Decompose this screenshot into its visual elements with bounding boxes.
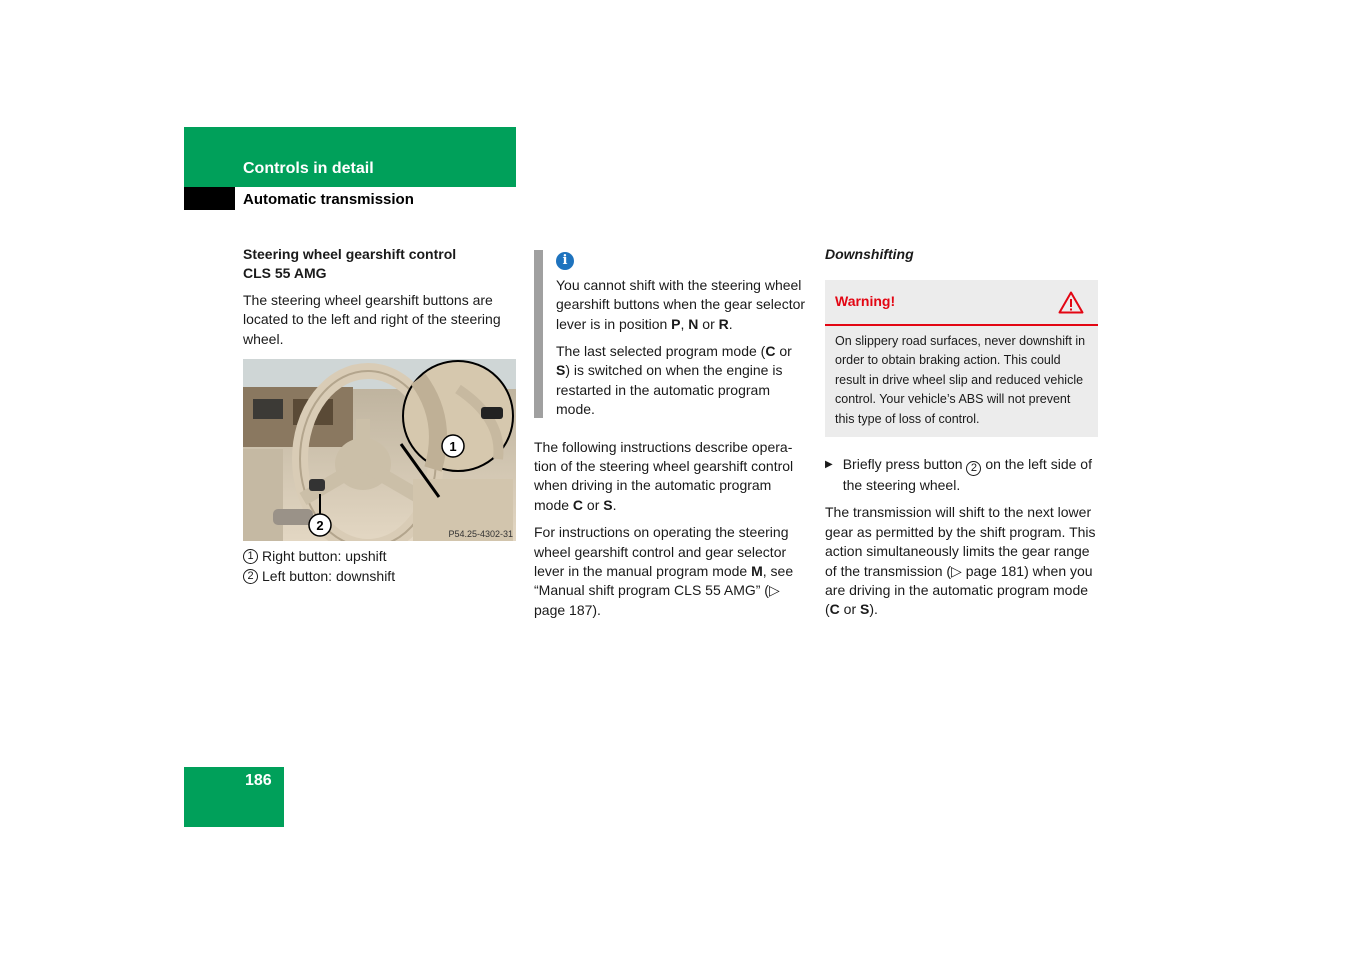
middle-column [534, 250, 806, 628]
info-icon: i [556, 252, 574, 270]
left-column [243, 245, 518, 586]
info-note [534, 250, 806, 420]
instruction-step [825, 455, 1098, 495]
callout-2: 2 [316, 518, 324, 534]
info-bar [534, 250, 543, 418]
intro-text: The steering wheel gearshift buttons are located to the left and right of the steering wheel. [243, 292, 501, 347]
body-paragraph-2: For instructions on operating the steering wheel gearshift control and gear selector lever in the manual program mode M, see “Manual shift program CLS 55 AMG” (▷ page 187). [534, 524, 794, 618]
warning-title: Warning! [835, 293, 896, 310]
steering-wheel-photo [243, 359, 516, 541]
image-code: P54.25-4302-31 [448, 529, 513, 540]
legend-text: Right button: upshift [262, 548, 387, 565]
right-column [825, 245, 1098, 628]
instruction-text: Briefly press button 2 on the left side of the steering wheel. [842, 456, 1092, 494]
heading-line1: Steering wheel gearshift control [243, 246, 457, 262]
header-band [184, 127, 516, 187]
legend-number: 1 [243, 549, 258, 564]
subsection-marker [184, 187, 235, 210]
info-paragraph-2: The last selected program mode (C or S) is switched on when the engine is restarted in the automatic program mode. [556, 342, 792, 418]
info-paragraph-1: You cannot shift with the steering wheel gearshift buttons when the gear selector lever is in position P, N or R. [556, 276, 806, 332]
subsection-title: Automatic transmission [243, 191, 414, 208]
warning-box [825, 280, 1098, 437]
warning-header [825, 280, 1098, 326]
downshifting-heading: Downshifting [825, 246, 914, 262]
result-paragraph: The transmission will shift to the next lower gear as permitted by the shift program. This action simultaneously limits the gear range of the transmission (▷ page 181) when you are driving in the automatic program mode (C or S). [825, 504, 1096, 618]
section-title: Controls in detail [243, 160, 374, 177]
bullet-arrow-icon: ▶ [825, 459, 833, 471]
heading-line2: CLS 55 AMG [243, 265, 327, 281]
button-number: 2 [966, 461, 981, 476]
callout-1: 1 [449, 439, 457, 455]
steering-wheel-illustration [243, 359, 516, 541]
page-number: 186 [245, 772, 272, 789]
warning-body: On slippery road surfaces, never downshift in order to obtain braking action. This could result in drive wheel slip and reduced vehicle control. Your vehicle’s ABS will not prevent this type of loss of control. [835, 334, 1086, 426]
legend-item-upshift [243, 547, 518, 566]
legend-text: Left button: downshift [262, 567, 396, 584]
legend-number: 2 [243, 569, 258, 584]
warning-triangle-icon [1058, 291, 1084, 314]
legend-item-downshift [243, 567, 518, 586]
body-paragraph-1: The following instructions describe opera-tion of the steering wheel gearshift control when driving in the automatic program mode C or S. [534, 438, 794, 513]
